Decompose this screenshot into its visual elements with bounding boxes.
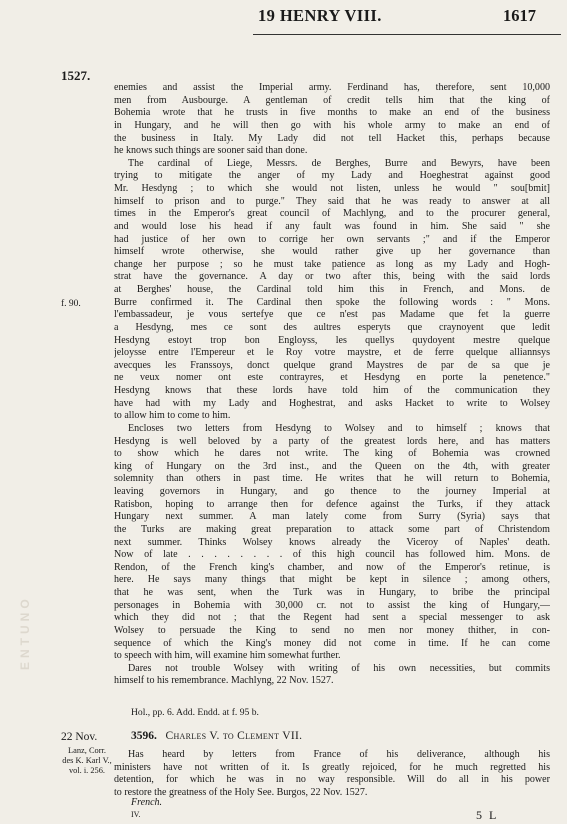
text-line: he knows such things are sooner said than done. (114, 145, 308, 157)
text-line: to restore the greatness of the Holy See. Burgos, 22 Nov. 1527. (114, 786, 368, 798)
paragraph-3 (114, 423, 550, 663)
text-line: The cardinal of Liege, Messrs. de Berghes, Burre and Bewyrs, have been (128, 157, 550, 169)
language-note: French. (131, 797, 163, 808)
text-line: had justice of her own to corrige her own servants ;" and if the Emperor (114, 233, 550, 245)
document-3596-heading (131, 730, 302, 742)
paragraph-4 (114, 663, 550, 688)
text-line: and would lose his head if any fault was found in him. She said " she (114, 220, 550, 232)
text-line: ne veux nomer ont este contrayres, et Hesdyng en porte la penetence." (114, 372, 550, 384)
text-line: have had with my Lady and Hoghestrat, and asks Hacket to write to Wolsey (114, 397, 550, 409)
text-line: jeloysse entre l'Empereur et le Roy votre maystre, et de ferre quelque alliannsys (114, 347, 550, 359)
text-line: to speech with him, will examine him somewhat further. (114, 650, 341, 662)
margin-source-ref (60, 746, 114, 777)
text-line: Rendon, of the French king's chamber, and now of the Emperor's retinue, is (114, 561, 550, 573)
text-line: the Turks are making great preparation to attack some part of Christendom (114, 523, 550, 535)
text-line: enemies and assist the Imperial army. Ferdinand has, therefore, sent 10,000 (114, 82, 550, 93)
text-line: Encloses two letters from Hesdyng to Wolsey and to himself ; knows that (128, 422, 550, 434)
signature-mark: 5 L (476, 808, 499, 822)
running-title: 19 HENRY VIII. (258, 6, 382, 25)
library-watermark: ENTUNO (18, 595, 32, 670)
source-ref-line: des K. Karl V., (62, 756, 112, 766)
document-3595-text (114, 82, 550, 688)
page-number: 1617 (503, 6, 536, 25)
endorsement-note: Hol., pp. 6. Add. Endd. at f. 95 b. (131, 707, 259, 718)
text-line: Hesdyng knows that these lords have told him of the communication they (114, 385, 550, 396)
text-line: at Berghes' house, the Cardinal told him this in French, and Mons. de (114, 284, 550, 295)
paragraph-1 (114, 82, 550, 158)
text-line: which they did not ; that the Regent had sent a special messenger to ask (114, 612, 550, 624)
text-line: avecques les Franssoys, donct quelque grand Maystres de par de sa que je (114, 359, 550, 371)
document-3596-text (114, 749, 550, 800)
text-line: Has heard by letters from France of his deliverance, although his (128, 749, 550, 760)
text-line: times in the Emperor's great council of Machlyng, and to the procurer general, (114, 208, 550, 220)
text-line: Hesdyng estoyt trop bon Engloyss, les quellys quydoyent mestre quelque (114, 334, 550, 346)
text-line: solemnity than others in past time. He writes that he will return to Bohemia, (114, 473, 550, 485)
text-line: in Hungary, and he will then go with his whole army to make an end of (114, 119, 550, 131)
text-line: himself to his remembrance. Machlyng, 22 Nov. 1527. (114, 675, 334, 687)
text-line: detention, for which he was in no way responsible. Will do all in his power (114, 774, 550, 786)
margin-date: 22 Nov. (61, 731, 98, 743)
margin-folio-ref: f. 90. (61, 299, 81, 309)
page-header (0, 0, 567, 40)
source-ref-line: vol. i. 256. (68, 766, 106, 776)
text-line: that he was sent, when the Turk was in Hungary, to bribe the principal (114, 587, 550, 598)
text-line: a Hesdyng, mes ce sont des aultres esperyts que craynoyent que ledit (114, 321, 550, 333)
text-line: Hesdyng is well beloved by a party of the greatest lords here, and has matters (114, 435, 550, 447)
text-line: Dares not trouble Wolsey with writing of his own necessities, but commits (128, 662, 550, 674)
text-line: king of Hungary on the 3rd inst., and the Queen on the 4th, with greater (114, 460, 550, 472)
text-line: to allow him to come to him. (114, 410, 231, 422)
text-line: the business in Italy. My Lady did not tell Hacket this, perhaps because (114, 132, 550, 144)
text-line: trying to mitigate the anger of my Lady and Hoeghestrat against good (114, 170, 550, 182)
text-line: ministers have not written of it. Is greatly rejoiced, for he much regretted his (114, 761, 550, 773)
text-line: Hungary next summer. A man lately come from Surry (Syria) says that (114, 511, 550, 523)
text-line: leaving governors in Hungary, and go thence to the journey Imperial at (114, 486, 550, 497)
margin-year: 1527. (61, 68, 91, 83)
document-title: Charles V. to Clement VII. (165, 730, 303, 742)
text-line: Now of late . . . . . . . . of this high council has followed him. Mons. de (114, 549, 550, 561)
volume-marker: IV. (131, 810, 141, 819)
text-line: l'embassadeur, je vous sertefye que ce n'est pas Madame que fet la guerre (114, 309, 550, 321)
text-line: personages in Bohemia with 30,000 cr. not to assist the king of Hungary,— (114, 599, 550, 611)
text-line: Mr. Hesdyng ; to which she would not listen, unless he would " sou[bmit] (114, 183, 550, 194)
header-rule (253, 34, 561, 35)
text-line: Burre confirmed it. The Cardinal then spoke the following words : " Mons. (114, 296, 550, 308)
paragraph-2 (114, 158, 550, 423)
text-line: Ratisbon, hoping to arrange then for defence against the Turks, if they attack (114, 498, 550, 510)
text-line: Wolsey to persuade the King to send no men nor money thither, in con- (114, 624, 550, 636)
document-number: 3596. (131, 730, 157, 742)
source-ref-line: Lanz, Corr. (68, 746, 106, 755)
text-line: strat have the governance. A day or two after this, being with the said lords (114, 271, 550, 283)
text-line: change her purpose ; so he must take patience as long as my Lady and Hogh- (114, 258, 550, 270)
text-line: men from Ausbourge. A gentleman of credit tells him that the king of (114, 94, 550, 106)
text-line: Bohemia wrote that he trusts in five months to make an end of the business (114, 107, 550, 119)
text-line: next summer. Thinks Wolsey knows already the Viceroy of Naples' death. (114, 536, 550, 548)
text-line: himself to prison and to purge." They said that he was ready to answer at all (114, 195, 550, 207)
text-line: himself wrote otherwise, she would rather give up her governance than (114, 246, 550, 258)
text-line: to show which he dares not write. The king of Bohemia was crowned (114, 448, 550, 460)
text-line: here. He says many things that might be kept in silence ; among others, (114, 574, 550, 586)
text-line: sequence of which the King's money did not come in time. If he can come (114, 637, 550, 649)
